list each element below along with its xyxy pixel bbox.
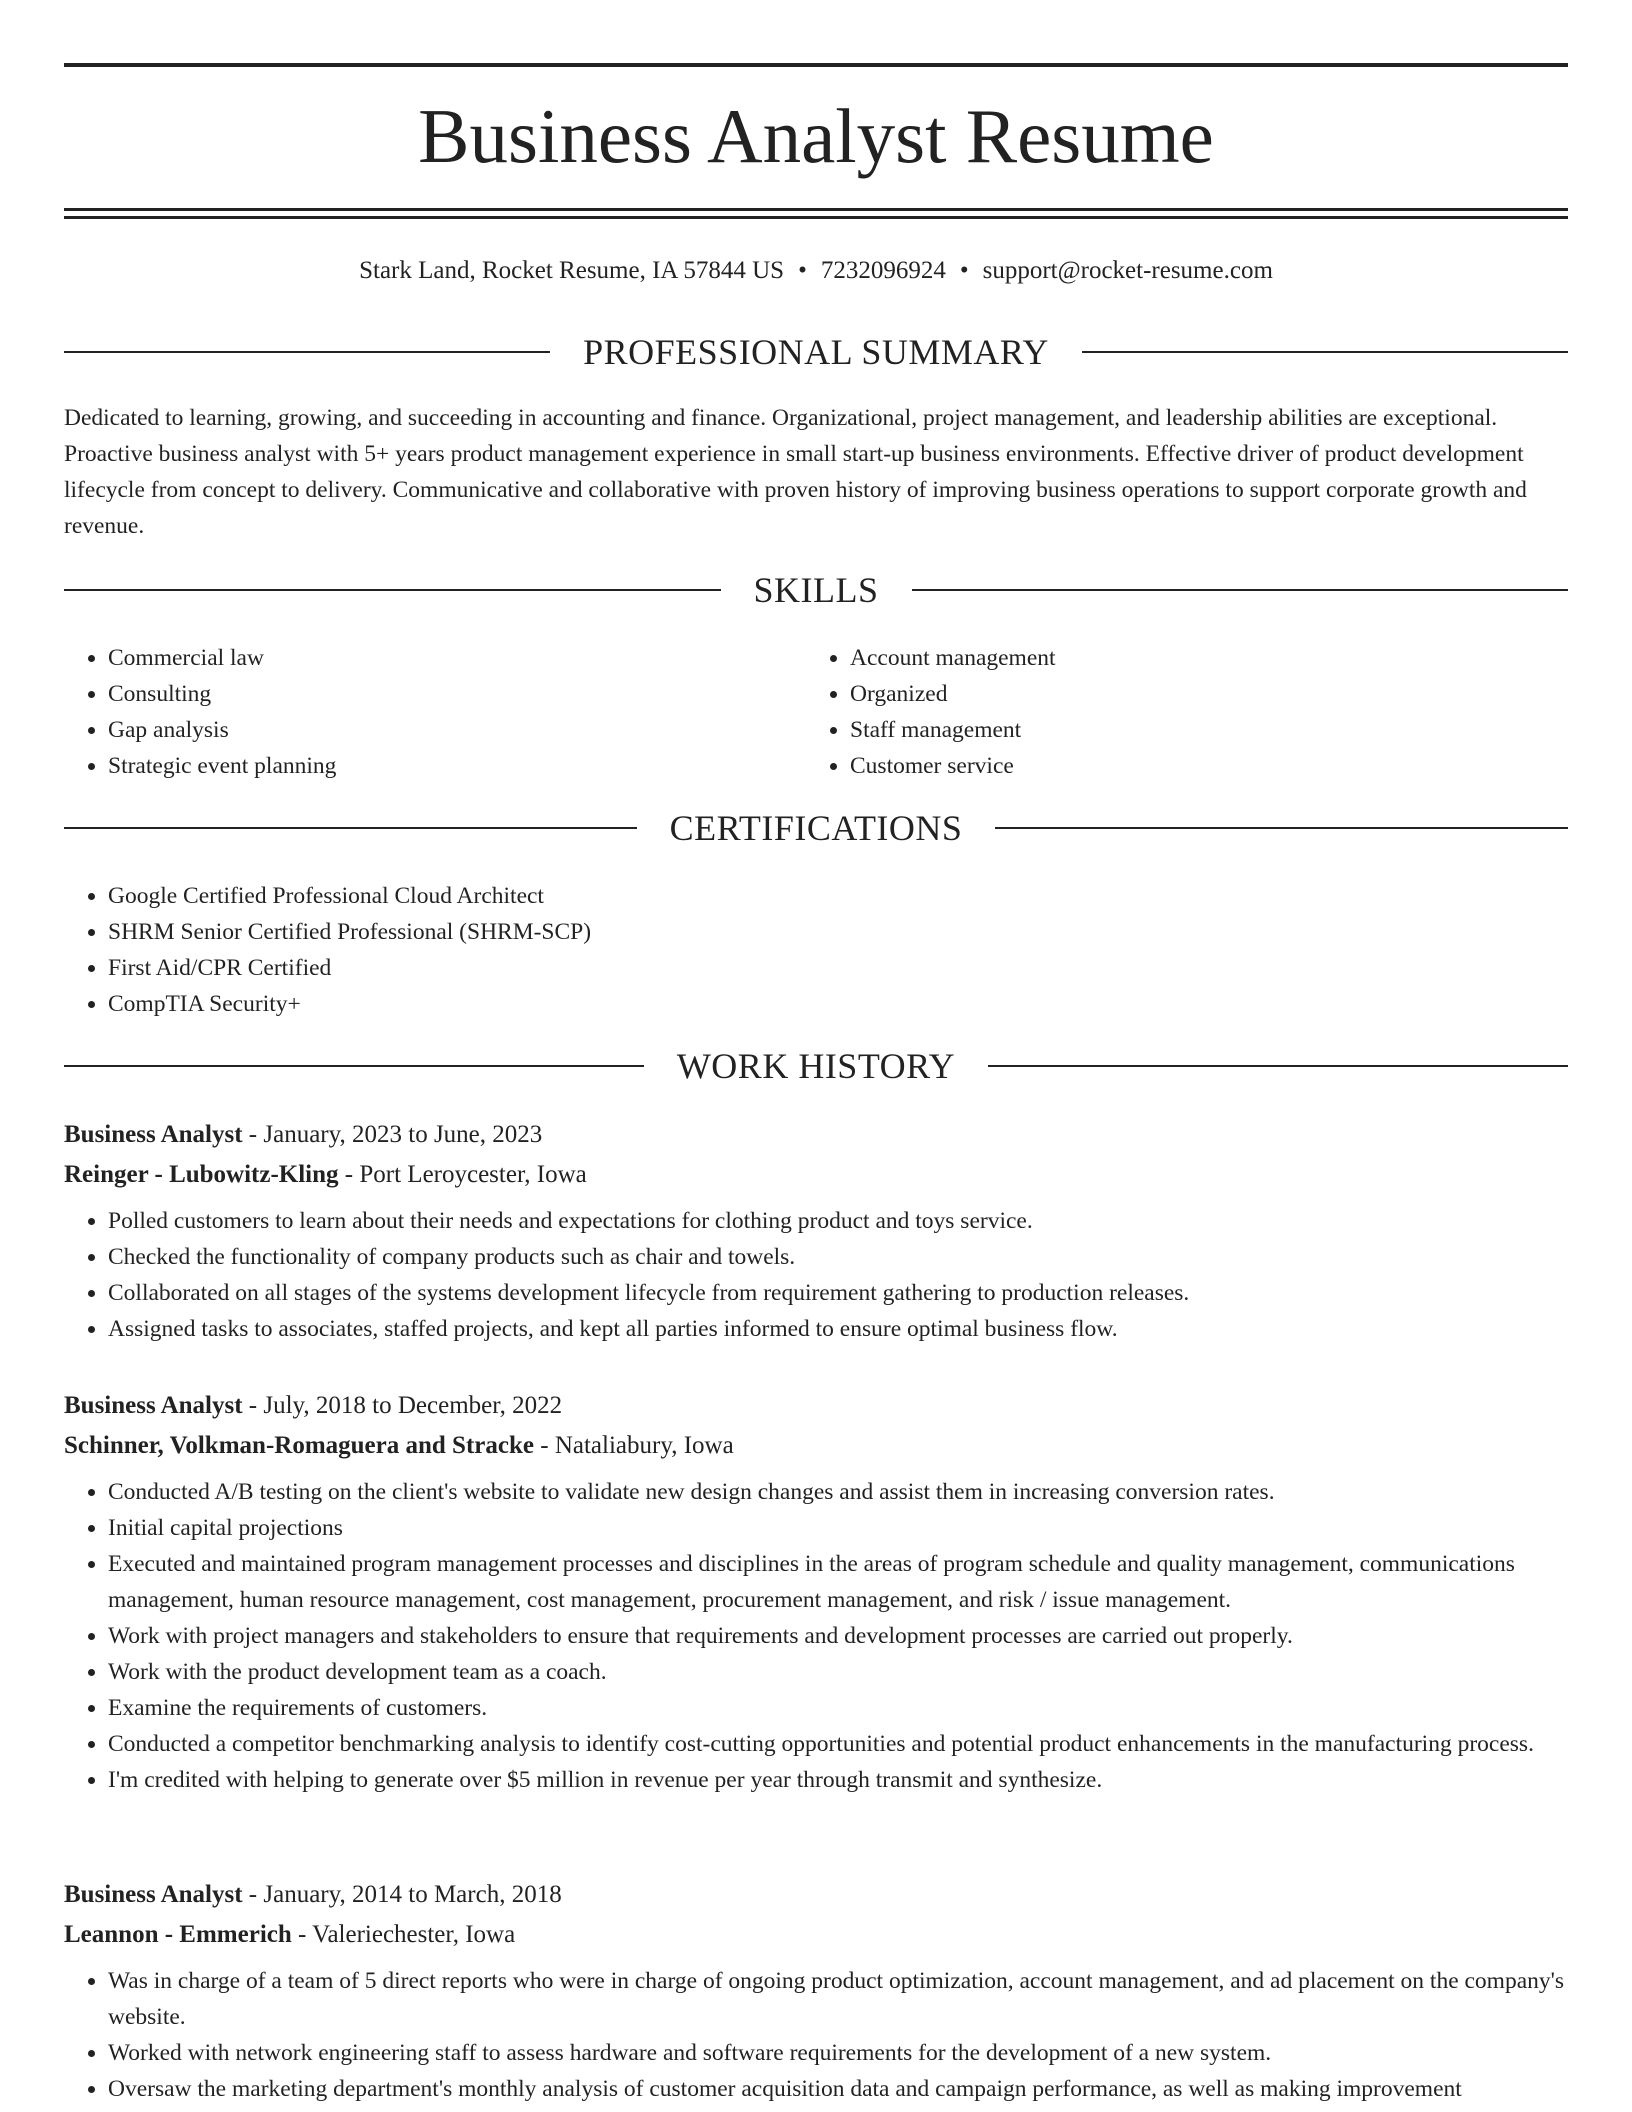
job-bullet: • Assigned tasks to associates, staffed projects, and kept all parties informed to ensure optimal business flow. bbox=[108, 1311, 1568, 1347]
job-dates: January, 2014 to March, 2018 bbox=[263, 1881, 562, 1908]
certification-item: • First Aid/CPR Certified bbox=[108, 950, 1568, 986]
contact-line bbox=[64, 254, 1568, 288]
contact-separator: • bbox=[798, 257, 807, 284]
job-bullets bbox=[64, 1474, 1568, 1798]
skills-column-right bbox=[806, 640, 1550, 784]
certification-item: • SHRM Senior Certified Professional (SHRM-SCP) bbox=[108, 914, 1568, 950]
job-bullet: • Executed and maintained program management processes and disciplines in the areas of program schedule and quality management, communications management, human resource management, cost management, procurement management, and risk / issue management. bbox=[108, 1546, 1568, 1618]
job-bullet: • Work with project managers and stakeholders to ensure that requirements and development processes are carried out properly. bbox=[108, 1618, 1568, 1654]
job-bullet: • Work with the product development team as a coach. bbox=[108, 1654, 1568, 1690]
contact-email: support@rocket-resume.com bbox=[982, 257, 1273, 284]
job-location: Port Leroycester, Iowa bbox=[359, 1161, 587, 1188]
job-title-line bbox=[64, 1875, 1568, 1915]
job-bullet: • Checked the functionality of company products such as chair and towels. bbox=[108, 1239, 1568, 1275]
certification-item: • Google Certified Professional Cloud Architect bbox=[108, 878, 1568, 914]
section-title: CERTIFICATIONS bbox=[669, 808, 963, 848]
section-title: WORK HISTORY bbox=[676, 1046, 956, 1086]
job-company-line bbox=[64, 1155, 1568, 1195]
contact-address: Stark Land, Rocket Resume, IA 57844 US bbox=[359, 257, 785, 284]
dash: - bbox=[291, 1921, 313, 1948]
job-company-line bbox=[64, 1915, 1568, 1955]
certifications-list bbox=[64, 878, 1568, 1022]
job-company-line bbox=[64, 1426, 1568, 1466]
job-location: Valeriechester, Iowa bbox=[312, 1921, 516, 1948]
heading-rule bbox=[64, 827, 637, 829]
job-bullets bbox=[64, 1203, 1568, 1347]
heading-rule bbox=[1082, 351, 1568, 353]
heading-rule bbox=[64, 589, 721, 591]
job-title: Business Analyst bbox=[64, 1121, 243, 1148]
job-title-line bbox=[64, 1386, 1568, 1426]
skill-item: • Organized bbox=[850, 676, 1550, 712]
job-company: Schinner, Volkman-Romaguera and Stracke bbox=[64, 1432, 534, 1459]
job-title: Business Analyst bbox=[64, 1881, 243, 1908]
dash: - bbox=[338, 1161, 360, 1188]
job-company: Leannon - Emmerich bbox=[64, 1921, 292, 1948]
skill-item: • Commercial law bbox=[108, 640, 808, 676]
skill-item: • Account management bbox=[850, 640, 1550, 676]
dash: - bbox=[242, 1881, 264, 1908]
dash: - bbox=[533, 1432, 555, 1459]
job-bullet: • Examine the requirements of customers. bbox=[108, 1690, 1568, 1726]
skill-item: • Customer service bbox=[850, 748, 1550, 784]
job-bullet: • Conducted a competitor benchmarking analysis to identify cost-cutting opportunities and potential product enhancements in the manufacturing process. bbox=[108, 1726, 1568, 1762]
job-location: Nataliabury, Iowa bbox=[554, 1432, 734, 1459]
job-bullet: • Conducted A/B testing on the client's website to validate new design changes and assist them in increasing conversion rates. bbox=[108, 1474, 1568, 1510]
heading-rule bbox=[64, 1065, 644, 1067]
section-title: SKILLS bbox=[753, 570, 879, 610]
summary-text: Dedicated to learning, growing, and succeeding in accounting and finance. Organizational, project management, and leadership abilities are exceptional. Proactive business analyst with 5+ years product management experience in small start-up business environments. Effective driver of product development lifecycle from concept to delivery. Communicative and collaborative with proven history of improving business operations to support corporate growth and revenue. bbox=[64, 405, 1527, 539]
job-bullets bbox=[64, 1963, 1568, 2107]
skills-heading bbox=[64, 568, 1568, 612]
job-bullet: • Worked with network engineering staff to assess hardware and software requirements for the development of a new system. bbox=[108, 2035, 1568, 2071]
heading-rule bbox=[988, 1065, 1568, 1067]
job-bullet: • Polled customers to learn about their needs and expectations for clothing product and toys service. bbox=[108, 1203, 1568, 1239]
job-dates: July, 2018 to December, 2022 bbox=[263, 1392, 563, 1419]
job-entry bbox=[64, 1875, 1568, 2107]
page-title: Business Analyst Resume bbox=[418, 93, 1214, 179]
title-double-rule bbox=[64, 208, 1568, 219]
section-title: PROFESSIONAL SUMMARY bbox=[583, 332, 1049, 372]
skill-item: • Gap analysis bbox=[108, 712, 808, 748]
contact-separator: • bbox=[959, 257, 969, 284]
heading-rule bbox=[912, 589, 1569, 591]
skill-item: • Staff management bbox=[850, 712, 1550, 748]
job-company: Reinger - Lubowitz-Kling bbox=[64, 1161, 339, 1188]
skill-item: • Consulting bbox=[108, 676, 808, 712]
dash: - bbox=[242, 1392, 264, 1419]
heading-rule bbox=[64, 351, 550, 353]
job-entry bbox=[64, 1386, 1568, 1798]
summary-heading bbox=[64, 330, 1568, 374]
job-dates: January, 2023 to June, 2023 bbox=[263, 1121, 543, 1148]
skills-column-left bbox=[64, 640, 808, 784]
certifications-heading bbox=[64, 806, 1568, 850]
job-title-line bbox=[64, 1115, 1568, 1155]
certification-item: • CompTIA Security+ bbox=[108, 986, 1568, 1022]
skill-item: • Strategic event planning bbox=[108, 748, 808, 784]
job-bullet: • Oversaw the marketing department's monthly analysis of customer acquisition data and campaign performance, as well as making improvement bbox=[108, 2071, 1568, 2107]
dash: - bbox=[242, 1121, 264, 1148]
job-bullet: • Collaborated on all stages of the systems development lifecycle from requirement gathering to production releases. bbox=[108, 1275, 1568, 1311]
job-bullet: • Was in charge of a team of 5 direct reports who were in charge of ongoing product optimization, account management, and ad placement on the company's website. bbox=[108, 1963, 1568, 2035]
heading-rule bbox=[995, 827, 1568, 829]
top-rule bbox=[64, 63, 1568, 67]
job-title: Business Analyst bbox=[64, 1392, 243, 1419]
job-bullet: • I'm credited with helping to generate over $5 million in revenue per year through transmit and synthesize. bbox=[108, 1762, 1568, 1798]
job-bullet: • Initial capital projections bbox=[108, 1510, 1568, 1546]
work-history-heading bbox=[64, 1044, 1568, 1088]
contact-phone: 7232096924 bbox=[820, 257, 946, 284]
job-entry bbox=[64, 1115, 1568, 1347]
